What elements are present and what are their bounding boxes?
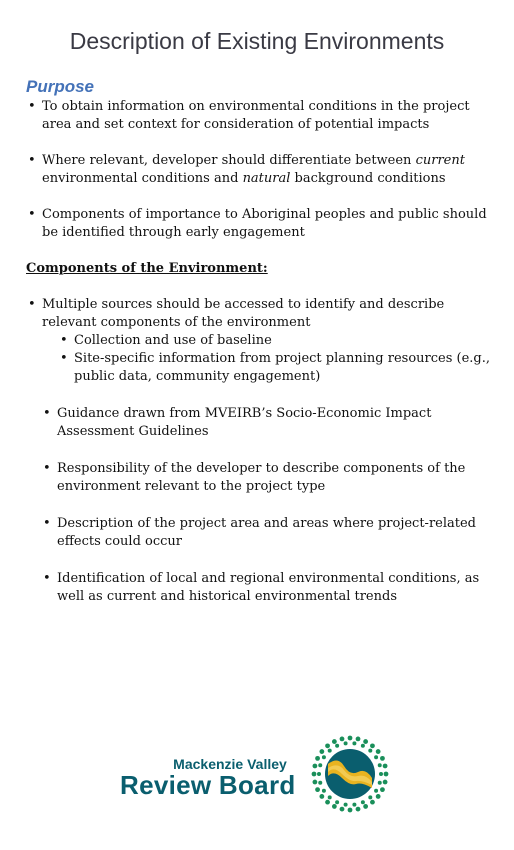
components-heading: Components of the Environment:	[26, 261, 268, 276]
bullet-text: environmental conditions and	[42, 171, 243, 186]
bullet-text: Where relevant, developer should differentiate between	[42, 153, 416, 168]
seal-dot	[332, 739, 337, 744]
emphasis-current: current	[415, 153, 465, 168]
seal-dot	[374, 789, 378, 793]
seal-dot	[352, 741, 356, 745]
slide-content	[26, 98, 494, 606]
seal-dot	[379, 772, 383, 776]
seal-dot	[356, 807, 361, 812]
seal-dot	[328, 749, 332, 753]
seal-dot	[370, 743, 375, 748]
seal-dot	[319, 749, 324, 754]
components-bullet: • Identification of local and regional environmental conditions, as well as current and historical environmental trends	[41, 570, 494, 606]
river-seal-icon	[310, 734, 390, 814]
components-sub-bullet: • Site-specific information from project planning resources (e.g., public data, community engagement)	[58, 350, 494, 386]
seal-dot	[384, 772, 389, 777]
components-bullet: • Guidance drawn from MVEIRB’s Socio-Economic Impact Assessment Guidelines	[41, 405, 494, 441]
seal-dot	[374, 755, 378, 759]
seal-dot	[376, 749, 381, 754]
seal-dot	[322, 755, 326, 759]
logo-line1: Mackenzie Valley	[173, 756, 287, 772]
seal-dot	[340, 737, 345, 742]
seal-dot	[383, 764, 388, 769]
seal-dot	[356, 737, 361, 742]
seal-dot	[352, 803, 356, 807]
seal-dot	[344, 803, 348, 807]
seal-dot	[363, 739, 368, 744]
seal-dot	[380, 756, 385, 761]
logo-line2: Review Board	[120, 770, 296, 800]
seal-dot	[325, 743, 330, 748]
seal-dot	[383, 780, 388, 785]
review-board-logo	[120, 734, 392, 820]
seal-dot	[328, 795, 332, 799]
seal-dot	[368, 795, 372, 799]
seal-dot	[348, 808, 353, 813]
seal-dot	[361, 800, 365, 804]
seal-dot	[370, 800, 375, 805]
seal-dot	[332, 804, 337, 809]
seal-dot	[344, 741, 348, 745]
seal-dot	[315, 787, 320, 792]
seal-dot	[361, 744, 365, 748]
seal-dot	[335, 744, 339, 748]
seal-dot	[318, 763, 322, 767]
seal-dot	[317, 772, 321, 776]
components-bullet: • Description of the project area and areas where project-related effects could occur	[41, 515, 494, 551]
emphasis-natural: natural	[242, 171, 291, 186]
seal-dot	[363, 804, 368, 809]
seal-dot	[368, 749, 372, 753]
seal-dot	[319, 794, 324, 799]
seal-dot	[322, 789, 326, 793]
seal-dot	[380, 787, 385, 792]
seal-dot	[348, 736, 353, 741]
seal-dot	[378, 781, 382, 785]
purpose-bullet: • Components of importance to Aboriginal peoples and public should be identified through early engagement	[26, 206, 494, 242]
seal-dot	[318, 781, 322, 785]
seal-dot	[340, 807, 345, 812]
bullet-text: background conditions	[290, 171, 446, 186]
seal-dot	[315, 756, 320, 761]
purpose-heading: Purpose	[26, 77, 95, 96]
seal-dot	[378, 763, 382, 767]
seal-dot	[335, 800, 339, 804]
seal-dot	[313, 764, 318, 769]
purpose-bullet	[26, 152, 494, 188]
seal-dot	[313, 780, 318, 785]
seal-dot	[312, 772, 317, 777]
seal-dot	[376, 794, 381, 799]
page-title: Description of Existing Environments	[69, 28, 445, 54]
components-bullet: • Multiple sources should be accessed to identify and describe relevant components of the environment	[26, 296, 494, 332]
components-bullet: • Responsibility of the developer to describe components of the environment relevant to the project type	[41, 460, 494, 496]
seal-dot	[325, 800, 330, 805]
purpose-bullet: • To obtain information on environmental conditions in the project area and set context for consideration of potential impacts	[26, 98, 494, 134]
components-sub-bullet: • Collection and use of baseline	[58, 332, 494, 350]
